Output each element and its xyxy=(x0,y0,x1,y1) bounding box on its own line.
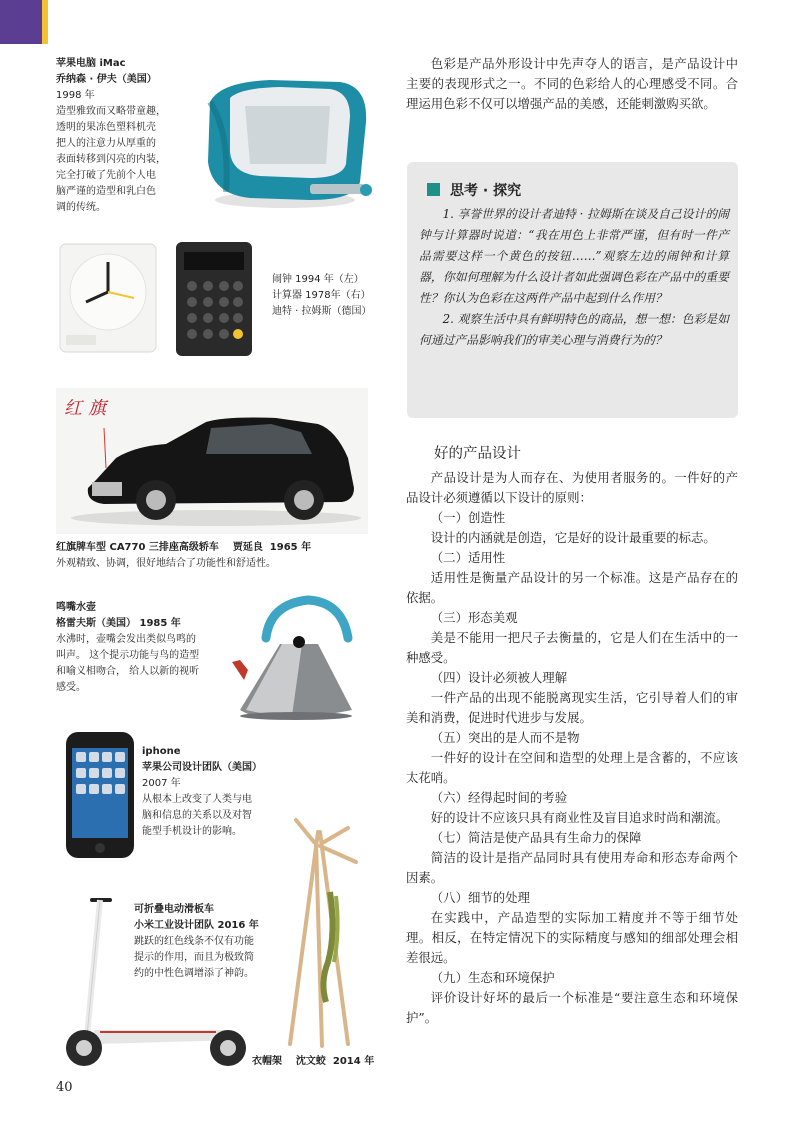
principle-heading: （六）经得起时间的考验 xyxy=(430,790,568,805)
alarm-clock-image xyxy=(56,240,161,358)
think-question-1: 1. 享誉世界的设计者迪特 · 拉姆斯在谈及自己设计的闹钟与计算器时说道：“我在用色上非常严谨，但有时一件产品需要这样一个黄色的按钮……”观察左边的闹钟和计算器，你如何理解为什么设计者如此强调色彩在产品中的重要性？你认为色彩在这两件产品中起到什么作用？ xyxy=(419,207,729,305)
principle-heading: （二）适用性 xyxy=(430,550,506,565)
hongqi-logo: 红旗 xyxy=(64,398,112,419)
braun-caption xyxy=(272,272,392,320)
iphone-designer: 苹果公司设计团队（美国） xyxy=(142,762,262,773)
kettle-desc-line: 和喻义相吻合， 给人以新的视听 xyxy=(56,666,200,677)
imac-caption xyxy=(56,56,186,216)
scooter-desc-line: 提示的作用，而且为极致简 xyxy=(134,952,254,963)
page-number: 40 xyxy=(56,1080,73,1095)
scooter-desc-line: 跳跃的红色线条不仅有功能 xyxy=(134,936,254,947)
think-heading-text: 思考 · 探究 xyxy=(450,183,522,199)
imac-desc-line: 透明的果冻色塑料机壳 xyxy=(56,122,156,133)
iphone-caption xyxy=(142,744,272,840)
kettle-caption xyxy=(56,600,226,696)
hongqi-caption-title: 红旗牌车型 CA770 三排座高级轿车 贾延良 1965 年 xyxy=(56,542,312,553)
principle-heading: （九）生态和环境保护 xyxy=(430,970,555,985)
coatrack-caption xyxy=(252,1054,382,1070)
imac-desc-line: 调的传统。 xyxy=(56,202,106,213)
imac-desc-line: 把人的注意力从厚重的 xyxy=(56,138,156,149)
scooter-image xyxy=(56,896,256,1070)
principle-text: 适用性是衡量产品设计的另一个标准。这是产品存在的依据。 xyxy=(406,570,738,605)
scooter-designer: 小米工业设计团队 2016 年 xyxy=(134,920,259,931)
principle-heading: （四）设计必须被人理解 xyxy=(430,670,568,685)
principle-heading: （三）形态美观 xyxy=(430,610,518,625)
hongqi-caption xyxy=(56,540,376,572)
calculator-image xyxy=(168,240,260,358)
iphone-desc-line: 脑和信息的关系以及对智 xyxy=(142,810,252,821)
square-bullet-icon xyxy=(427,183,440,196)
think-explore-heading xyxy=(427,180,521,200)
kettle-desc-line: 叫声。 这个提示功能与鸟的造型 xyxy=(56,650,200,661)
principle-text: 一件好的设计在空间和造型的处理上是含蓄的，不应该太花哨。 xyxy=(406,750,738,785)
scooter-desc-line: 约的中性色调增添了神韵。 xyxy=(134,968,254,979)
iphone-year: 2007 年 xyxy=(142,778,181,789)
kettle-image xyxy=(222,592,362,722)
principle-text: 一件产品的出现不能脱离现实生活，它引导着人们的审美和消费，促进时代进步与发展。 xyxy=(406,690,738,725)
scooter-title: 可折叠电动滑板车 xyxy=(134,904,214,915)
imac-designer: 乔纳森 · 伊夫（美国） xyxy=(56,74,157,85)
kettle-title: 鸣嘴水壶 xyxy=(56,602,96,613)
imac-image xyxy=(190,72,380,212)
braun-caption-line: 迪特 · 拉姆斯（德国） xyxy=(272,306,372,317)
principle-heading: （一）创造性 xyxy=(430,510,506,525)
coatrack-caption-title: 衣帽架 沈文蛟 2014 年 xyxy=(252,1056,375,1067)
think-question-2: 2. 观察生活中具有鲜明特色的商品，想一想：色彩是如何通过产品影响我们的审美心理与消费行为的？ xyxy=(419,312,729,347)
think-questions xyxy=(419,204,729,351)
hongqi-caption-desc: 外观精致、协调，很好地结合了功能性和舒适性。 xyxy=(56,558,276,569)
section-title: 好的产品设计 xyxy=(434,446,521,462)
principles-intro: 产品设计是为人而存在、为使用者服务的。一件好的产品设计必须遵循以下设计的原则： xyxy=(406,470,738,505)
intro-paragraph-block xyxy=(406,54,738,114)
iphone-title: iphone xyxy=(142,746,181,757)
think-explore-box xyxy=(407,162,738,418)
principle-text: 美是不能用一把尺子去衡量的，它是人们在生活中的一种感受。 xyxy=(406,630,738,665)
principle-text: 评价设计好坏的最后一个标准是“要注意生态和环境保护”。 xyxy=(406,990,738,1025)
imac-year: 1998 年 xyxy=(56,90,95,101)
principle-heading: （八）细节的处理 xyxy=(430,890,530,905)
intro-paragraph: 色彩是产品外形设计中先声夺人的语言，是产品设计中主要的表现形式之一。不同的色彩给人的心理感受不同。合理运用色彩不仅可以增强产品的美感，还能刺激购买欲。 xyxy=(406,56,738,111)
braun-caption-line: 闹钟 1994 年（左） xyxy=(272,274,364,285)
braun-caption-line: 计算器 1978年（右） xyxy=(272,290,371,301)
principle-text: 简洁的设计是指产品同时具有使用寿命和形态寿命两个因素。 xyxy=(406,850,738,885)
principle-text: 设计的内涵就是创造，它是好的设计最重要的标志。 xyxy=(430,530,716,545)
imac-desc-line: 造型雅致而又略带童趣， xyxy=(56,106,166,117)
imac-desc-line: 表面转移到闪亮的内装， xyxy=(56,154,166,165)
principles-block xyxy=(406,468,738,1028)
hongqi-car-image xyxy=(56,388,368,534)
iphone-desc-line: 能型手机设计的影响。 xyxy=(142,826,242,837)
imac-desc-line: 完全打破了先前个人电 xyxy=(56,170,156,181)
iphone-desc-line: 从根本上改变了人类与电 xyxy=(142,794,252,805)
principle-text: 在实践中，产品造型的实际加工精度并不等于细节处理。相反，在特定情况下的实际精度与感知的细部处理会相差很远。 xyxy=(406,910,738,965)
kettle-desc-line: 水沸时，壶嘴会发出类似鸟鸣的 xyxy=(56,634,196,645)
corner-tab xyxy=(0,0,42,44)
imac-desc-line: 脑严谨的造型和乳白色 xyxy=(56,186,156,197)
principle-text: 好的设计不应该只具有商业性及盲目追求时尚和潮流。 xyxy=(430,810,729,825)
iphone-image xyxy=(62,730,138,860)
principle-heading: （七）简洁是使产品具有生命力的保障 xyxy=(430,830,642,845)
kettle-designer: 格雷夫斯（美国） 1985 年 xyxy=(56,618,181,629)
imac-title: 苹果电脑 iMac xyxy=(56,58,126,69)
kettle-desc-line: 感受。 xyxy=(56,682,86,693)
principle-heading: （五）突出的是人而不是物 xyxy=(430,730,580,745)
coat-rack-image xyxy=(270,812,370,1048)
